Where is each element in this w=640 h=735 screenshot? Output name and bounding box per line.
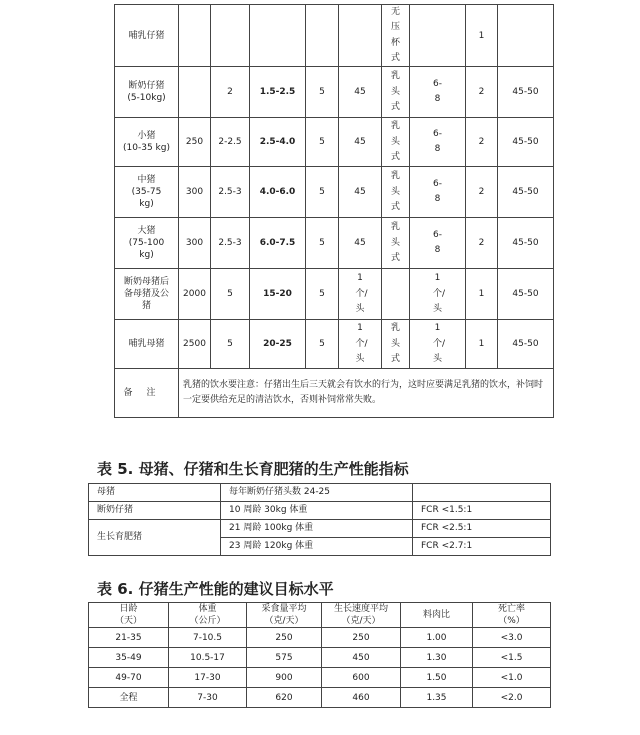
table-cell: 5 [306, 269, 339, 320]
table5-title: 表 5. 母猪、仔猪和生长育肥猪的生产性能指标 [97, 460, 409, 478]
table-cell: 460 [322, 688, 401, 708]
table-cell: 2 [466, 67, 498, 118]
row-label-line: kg) [139, 250, 154, 261]
table-cell: 1.50 [401, 668, 473, 688]
row-label [115, 320, 179, 369]
table-cell: 15-20 [250, 269, 306, 320]
table-cell: 21-35 [89, 628, 169, 648]
note-text: 乳猪的饮水要注意：仔猪出生后三天就会有饮水的行为，这时应要满足乳猪的饮水，补饲时一定要供给充足的清洁饮水，否则补饲常常失败。 [179, 369, 554, 418]
table-cell [382, 269, 410, 320]
sow-fcr [413, 484, 551, 502]
weaner-fcr: FCR <1.5:1 [413, 502, 551, 520]
table-cell [339, 5, 382, 67]
table-cell: 250 [247, 628, 322, 648]
table-cell: 2 [466, 167, 498, 218]
grower-row1-value: 21 周龄 100kg 体重 [221, 520, 413, 538]
table-cell: 1 [466, 320, 498, 369]
table-cell: 250 [322, 628, 401, 648]
grower-label: 生长育肥猪 [89, 520, 221, 556]
table-cell: <2.0 [473, 688, 551, 708]
table-cell: 1.30 [401, 648, 473, 668]
row-label-line: 哺乳母猪 [128, 339, 165, 350]
cell-text: 乳头式 [391, 222, 401, 263]
row-label-line: 中猪 [137, 174, 156, 185]
row-label-line: 断奶仔猪 [128, 81, 165, 92]
table-cell [339, 269, 382, 320]
table-cell [410, 167, 466, 218]
column-header-line: （天） [114, 616, 142, 627]
cell-text: 1个/头 [355, 323, 368, 364]
column-header-line: 料肉比 [422, 610, 450, 621]
column-header [89, 603, 169, 628]
table-cell [306, 5, 339, 67]
column-header-line: 死亡率 [497, 604, 525, 614]
row-label-line: 大猪 [137, 225, 156, 236]
table-cell: 250 [179, 118, 211, 167]
table6-title: 表 6. 仔猪生产性能的建议目标水平 [97, 580, 334, 598]
row-label-line: 猪 [141, 301, 151, 312]
table-cell: 2 [466, 218, 498, 269]
row-label [115, 269, 179, 320]
table-row [115, 167, 554, 218]
table-cell: 17-30 [169, 668, 247, 688]
table-row [89, 688, 551, 708]
cell-text: 乳头式 [391, 121, 401, 162]
column-header [247, 603, 322, 628]
table-row [115, 218, 554, 269]
row-label-line: (10-35 kg) [123, 143, 170, 154]
table-header-row [89, 603, 551, 628]
table-row [89, 668, 551, 688]
table-cell: 5 [306, 118, 339, 167]
row-label [115, 67, 179, 118]
table-cell: 620 [247, 688, 322, 708]
table-cell: 2 [466, 118, 498, 167]
table-row [115, 118, 554, 167]
sow-label: 母猪 [89, 484, 221, 502]
column-header [322, 603, 401, 628]
cell-text: 乳头式 [391, 323, 401, 364]
table-cell: 45-50 [498, 67, 554, 118]
table-cell: 45-50 [498, 320, 554, 369]
table-cell: 45-50 [498, 269, 554, 320]
cell-text: 无压杯式 [391, 7, 401, 63]
table-cell: 2500 [179, 320, 211, 369]
cell-text: 1个/头 [433, 323, 446, 364]
table-row [89, 520, 551, 538]
table-cell: 10.5-17 [169, 648, 247, 668]
grower-row2-fcr: FCR <2.7:1 [413, 538, 551, 556]
row-label [115, 118, 179, 167]
column-header [401, 603, 473, 628]
table-cell [382, 118, 410, 167]
cell-text: 6-8 [433, 229, 442, 256]
table-cell [410, 5, 466, 67]
piglet-target-table [88, 602, 551, 708]
column-header-line: （公斤） [189, 616, 226, 627]
table-cell: 1.00 [401, 628, 473, 648]
table-cell [382, 320, 410, 369]
cell-text: 1个/头 [355, 273, 368, 314]
grower-row1-fcr: FCR <2.5:1 [413, 520, 551, 538]
note-row [115, 369, 554, 418]
table-cell [339, 320, 382, 369]
table-cell [250, 5, 306, 67]
table-cell: 300 [179, 167, 211, 218]
table-cell: 2 [211, 67, 250, 118]
table-row [89, 502, 551, 520]
table-cell: 45-50 [498, 218, 554, 269]
table-cell: 900 [247, 668, 322, 688]
table-cell: 2000 [179, 269, 211, 320]
row-label [115, 5, 179, 67]
weaner-label: 断奶仔猪 [89, 502, 221, 520]
table-cell: 7-30 [169, 688, 247, 708]
table-cell [410, 269, 466, 320]
table-cell: 300 [179, 218, 211, 269]
row-label-line: kg) [139, 199, 154, 210]
table-cell: 2-2.5 [211, 118, 250, 167]
table-cell: 5 [306, 167, 339, 218]
table-cell [410, 118, 466, 167]
performance-table [88, 483, 551, 556]
table-cell: 4.0-6.0 [250, 167, 306, 218]
column-header [169, 603, 247, 628]
table-cell: 1.5-2.5 [250, 67, 306, 118]
table-cell: 2.5-3 [211, 167, 250, 218]
table-cell: 45 [339, 167, 382, 218]
row-label-line: 小猪 [137, 131, 156, 142]
column-header-line: 生长速度平均 [333, 604, 388, 614]
row-label [115, 218, 179, 269]
table-cell: 45-50 [498, 118, 554, 167]
table-cell: 35-49 [89, 648, 169, 668]
table-cell: 45 [339, 67, 382, 118]
column-header [473, 603, 551, 628]
table-cell: 20-25 [250, 320, 306, 369]
table-cell [179, 5, 211, 67]
table-cell: 600 [322, 668, 401, 688]
row-label-line: 备母猪及公 [123, 289, 169, 300]
table-row [89, 648, 551, 668]
table-cell: 49-70 [89, 668, 169, 688]
column-header-line: 采食量平均 [261, 604, 307, 614]
cell-text: 6-8 [433, 78, 442, 105]
row-label-line: (35-75 [131, 187, 162, 198]
cell-text: 6-8 [433, 178, 442, 205]
table-cell: 45-50 [498, 167, 554, 218]
sow-value: 每年断奶仔猪头数 24-25 [221, 484, 413, 502]
cell-text: 1个/头 [433, 273, 446, 314]
table-cell: 45 [339, 218, 382, 269]
table-cell: 2.5-4.0 [250, 118, 306, 167]
row-label-line: (5-10kg) [127, 93, 166, 104]
table-cell [410, 218, 466, 269]
table-cell: 2.5-3 [211, 218, 250, 269]
table-cell [382, 5, 410, 67]
table-cell: 5 [211, 269, 250, 320]
column-header-line: 体重 [198, 604, 217, 614]
table-cell [410, 320, 466, 369]
table-cell: 5 [306, 320, 339, 369]
table-cell [382, 167, 410, 218]
weaner-value: 10 周龄 30kg 体重 [221, 502, 413, 520]
table-cell [211, 5, 250, 67]
table-row [115, 320, 554, 369]
column-header-line: （克/天） [341, 616, 381, 627]
table-cell: 1 [466, 269, 498, 320]
table-cell: 6.0-7.5 [250, 218, 306, 269]
table-row [115, 5, 554, 67]
table-cell [410, 67, 466, 118]
table-cell: 1 [466, 5, 498, 67]
row-label-line: (75-100 [128, 238, 165, 249]
table-cell: <1.5 [473, 648, 551, 668]
cell-text: 乳头式 [391, 71, 401, 112]
table-cell: <3.0 [473, 628, 551, 648]
row-label-line: 哺乳仔猪 [128, 30, 165, 41]
table-row [115, 67, 554, 118]
table-cell: <1.0 [473, 668, 551, 688]
table-cell: 45 [339, 118, 382, 167]
cell-text: 乳头式 [391, 171, 401, 212]
table-cell [382, 218, 410, 269]
water-supply-table [114, 4, 554, 418]
row-label [115, 167, 179, 218]
table-cell: 1.35 [401, 688, 473, 708]
table-cell: 5 [211, 320, 250, 369]
table-cell [179, 67, 211, 118]
cell-text: 6-8 [433, 128, 442, 155]
table-row [89, 484, 551, 502]
row-label-line: 断奶母猪后 [123, 276, 169, 287]
table-cell: 7-10.5 [169, 628, 247, 648]
table-row [115, 269, 554, 320]
column-header-line: 日龄 [119, 604, 138, 614]
table-cell: 575 [247, 648, 322, 668]
table-cell [382, 67, 410, 118]
table-cell: 5 [306, 67, 339, 118]
column-header-line: （克/天） [264, 616, 304, 627]
column-header-line: （%） [498, 616, 525, 627]
table-cell: 5 [306, 218, 339, 269]
table-cell: 全程 [89, 688, 169, 708]
grower-row2-value: 23 周龄 120kg 体重 [221, 538, 413, 556]
note-label: 备注 [115, 369, 179, 418]
table-row [89, 628, 551, 648]
table-cell: 450 [322, 648, 401, 668]
table-cell [498, 5, 554, 67]
